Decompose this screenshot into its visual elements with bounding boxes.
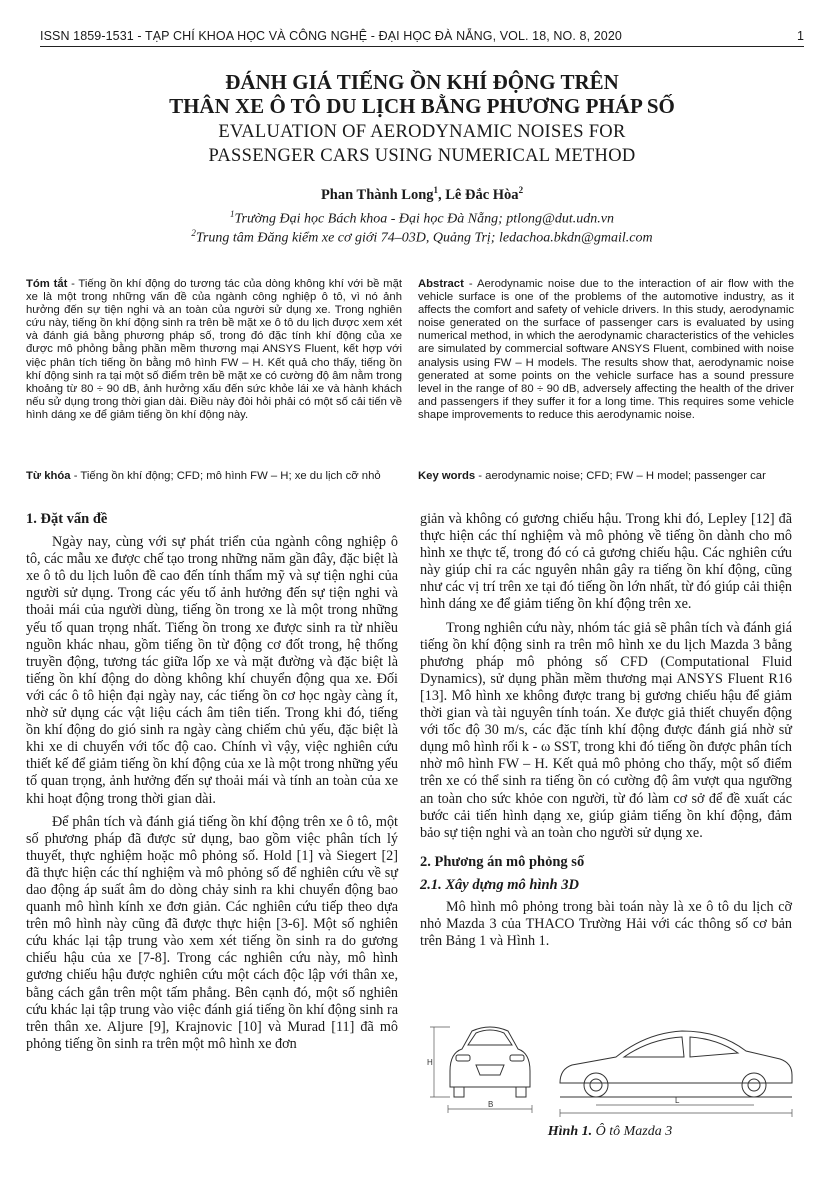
dimension-label-h: H bbox=[427, 1058, 433, 1067]
author-2-sup: 2 bbox=[518, 185, 524, 195]
dimension-label-l: L bbox=[675, 1096, 680, 1105]
title-vi-line2: THÂN XE Ô TÔ DU LỊCH BẰNG PHƯƠNG PHÁP SỐ bbox=[169, 94, 675, 118]
car-front-view bbox=[450, 1027, 530, 1097]
affiliation-2-text: Trung tâm Đăng kiểm xe cơ giới 74–03D, Quảng Trị; ledachoa.bkdn@gmail.com bbox=[195, 230, 653, 246]
affiliation-1-text: Trường Đại học Bách khoa - Đại học Đà Nẵng; ptlong@dut.udn.vn bbox=[234, 211, 614, 227]
title-en-line1: EVALUATION OF AERODYNAMIC NOISES FOR bbox=[218, 122, 626, 142]
car-front-dimensions bbox=[430, 1027, 532, 1113]
column-right bbox=[420, 511, 792, 950]
running-header bbox=[40, 24, 804, 47]
column-left bbox=[26, 511, 398, 1053]
car-side-dimensions bbox=[560, 1105, 792, 1117]
affiliation-1-sup: 1 bbox=[229, 209, 235, 219]
abstract-vi bbox=[26, 278, 402, 422]
keywords-vi-text: - Tiếng ồn khí động; CFD; mô hình FW – H; xe du lịch cỡ nhỏ bbox=[70, 470, 381, 482]
keywords-en-text: - aerodynamic noise; CFD; FW – H model; passenger car bbox=[475, 470, 766, 482]
dimension-label-b: B bbox=[488, 1100, 494, 1109]
affiliation-2-sup: 2 bbox=[191, 228, 196, 238]
author-1: Phan Thành Long bbox=[320, 186, 434, 203]
section-2-heading: 2. Phương án mô phỏng số bbox=[420, 853, 585, 870]
journal-info: ISSN 1859-1531 - TẠP CHÍ KHOA HỌC VÀ CÔNG NGHỆ - ĐẠI HỌC ĐÀ NẴNG, VOL. 18, NO. 8, 2020 bbox=[40, 29, 622, 43]
section-1-paragraph-1: Ngày nay, cùng với sự phát triển của ngành công nghiệp ô tô, các mẫu xe được chế tạo trong những năm gần đây, đặc biệt là xe ô tô du lịch luôn đề cao đến tính thẩm mỹ và sự tiện nghi của người sử dụng. Trong các yếu tố ảnh hưởng đến sự tiện nghi và thoải mái của người dùng, tiếng ồn trong xe là một trong những yếu tố quan trọng nhất. Tiếng ồn trong xe được sinh ra từ nhiều nguồn khác nhau, gồm tiếng ồn từ động cơ đốt trong, hệ thống truyền động, tương tác giữa lốp xe và mặt đường và đặc biệt là tiếng ồn khí động do dòng không khí chuyển động qua xe. Đối với các ô tô hiện đại ngày nay, các tiếng ồn cơ học ngày càng ít, nhờ sử dụng các vật liệu cách âm tiên tiến. Trong khi đó, tiếng ồn khí động do gió sinh ra ngày càng chiếm chủ yếu, đặc biệt là khi xe di chuyển với tốc độ cao. Chính vì vậy, việc nghiên cứu thiết kế để giảm tiếng ồn khí động của xe là một trong những yếu tố quan trọng, ảnh hưởng đến sự thoải mái và tính an toàn của xe khi hoạt động trong thời gian dài. bbox=[26, 534, 398, 807]
section-2-1-heading: 2.1. Xây dựng mô hình 3D bbox=[420, 876, 579, 893]
keywords-vi bbox=[26, 470, 406, 482]
author-separator: , bbox=[438, 186, 446, 203]
title-vi-line1: ĐÁNH GIÁ TIẾNG ỒN KHÍ ĐỘNG TRÊN bbox=[225, 70, 619, 94]
section-1-paragraph-2: Để phân tích và đánh giá tiếng ồn khí động trên xe ô tô, một số phương pháp đã được sử dụng, bao gồm việc phân tích lý thuyết, thực nghiệm hoặc mô phỏng số. Hold [1] và Siegert [2] đã thực hiện các thí nghiệm và mô phỏng số để nghiên cứu về sự dao động áp suất âm do dòng chảy sinh ra khi chuyển động bao quanh mô hình kính xe đơn giản. Các nghiên cứu tiếp theo dựa trên mô hình này cũng đã được thực hiện [3-6]. Một số nghiên cứu khác lại tập trung vào xem xét tiếng ồn sinh ra do gương chiếu hậu của xe [7-8]. Trong các nghiên cứu này, mô hình gương chiếu hậu được nghiên cứu một cách độc lập với thân xe, bằng cách gắn trên một tấm phẳng. Bên cạnh đó, một số nghiên cứu khác lại tập trung vào việc đánh giá tiếng ồn khí động sinh ra trên thân xe. Aljure [9], Krajnovic [10] và Murad [11] đã mô phỏng tiếng ồn sinh ra trên một mô hình xe đơn bbox=[26, 813, 398, 1052]
section-1-paragraph-2-cont: giản và không có gương chiếu hậu. Trong khi đó, Lepley [12] đã thực hiện các thí nghiệm và mô phỏng về tiếng ồn dành cho mô hình xe thực tế, trong đó có cả gương chiếu hậu. Các nghiên cứu này giúp chỉ ra các nguyên nhân gây ra tiếng ồn khí động, cũng như các vị trí trên xe tại đó tiếng ồn lớn nhất, từ đó giúp cải thiện hình dáng xe để giảm tiếng ồn khí động trên xe. bbox=[420, 511, 792, 613]
car-side-view bbox=[560, 1031, 792, 1097]
section-2-paragraph-1: Mô hình mô phỏng trong bài toán này là xe ô tô du lịch cỡ nhỏ Mazda 3 của THACO Trường Hải với các thông số cơ bản trên Bảng 1 và Hình 1. bbox=[420, 898, 792, 950]
abstract-vi-label: Tóm tắt bbox=[26, 278, 68, 290]
keywords-vi-label: Từ khóa bbox=[26, 470, 71, 482]
title-en-line2: PASSENGER CARS USING NUMERICAL METHOD bbox=[208, 146, 636, 166]
figure-1-caption bbox=[420, 1124, 800, 1140]
section-1-paragraph-3: Trong nghiên cứu này, nhóm tác giả sẽ phân tích và đánh giá tiếng ồn khí động sinh ra trên mô hình xe du lịch Mazda 3 bằng phương pháp mô phỏng số CFD (Computational Fluid Dynamics), sử dụng phần mềm thương mại ANSYS Fluent R16 [13]. Mô hình xe không được trang bị gương chiếu hậu để giảm thời gian và tài nguyên tính toán. Xe được giả thiết chuyển động với tốc độ 30 m/s, các đặc tính khí động được đánh giá nhờ sử dụng mô hình rối k - ω SST, trong khi đó tiếng ồn được phân tích nhờ mô hình FW – H. Kết quả mô phỏng cho thấy, một số điểm trên xe có thể sinh ra tiếng ồn có cường độ âm vượt qua ngưỡng an toàn cho sức khỏe con người, từ đó làm cơ sở để đề xuất các bước cải tiến hình dạng xe, giúp giảm tiếng ồn khí động, đảm bảo sự tiện nghi và an toàn cho người sử dụng xe. bbox=[420, 619, 792, 841]
author-1-sup: 1 bbox=[433, 185, 439, 195]
keywords-en bbox=[418, 470, 798, 482]
abstract-vi-text: - Tiếng ồn khí động do tương tác của dòng không khí với bề mặt xe là một trong những vấn đề của ngành công nghiệp ô tô, vì nó ảnh hưởng đến sự tiện nghi và an toàn của người sử dụng xe. Trong nghiên cứu này, tiếng ồn khí động sinh ra trên bề mặt xe ô tô du lịch được xem xét và đánh giá bằng phương pháp số, trong đó đặc tính khí động của xe được mô phỏng bằng phần mềm thương mại ANSYS Fluent, kết hợp với việc phân tích tiếng ồn bằng mô hình FW – H. Kết quả cho thấy, tiếng ồn khí động sinh ra tại một số điểm trên bề mặt xe có cường độ âm nằm trong khoảng từ 80 ÷ 90 dB, ảnh hưởng xấu đến sức khỏe lái xe và hành khách nếu sử dụng trong thời gian dài. Điều này đòi hỏi phải có một số cải tiến về hình dáng xe để giảm tiếng ồn khí động này. bbox=[26, 278, 402, 421]
affiliation-1 bbox=[40, 209, 804, 228]
affiliation-2 bbox=[40, 228, 804, 247]
keywords-en-label: Key words bbox=[418, 470, 476, 482]
section-1-heading: 1. Đặt vấn đề bbox=[26, 511, 108, 527]
page-number: 1 bbox=[797, 29, 804, 43]
figure-1-caption-text: Ô tô Mazda 3 bbox=[592, 1124, 673, 1139]
abstract-en-label: Abstract bbox=[418, 278, 464, 290]
abstract-en bbox=[418, 278, 794, 422]
author-2: Lê Đắc Hòa bbox=[445, 186, 519, 203]
figure-1-car-drawing bbox=[420, 1009, 800, 1119]
authors bbox=[40, 185, 804, 204]
abstract-en-text: - Aerodynamic noise due to the interaction of air flow with the vehicle surface is one of the problems of the automotive industry, as it affects the comfort and safety of vehicle drivers. In this study, aerodynamic noise generated on the surface of passenger cars is evaluated by using numerical method, in which the aerodynamic characteristics of the vehicles are simulated by commercial software ANSYS Fluent, combined with noise analysis using FW – H models. The results show that, aerodynamic noise generated at some points on the vehicle surface has a sound pressure level in the range of 80 ÷ 90 dB, adversely affecting the health of the driver and passengers if they suffer it for a long time. This requires some vehicle shape improvements to reduce this aerodynamic noise. bbox=[418, 278, 794, 421]
figure-1-caption-label: Hình 1. bbox=[547, 1124, 593, 1139]
